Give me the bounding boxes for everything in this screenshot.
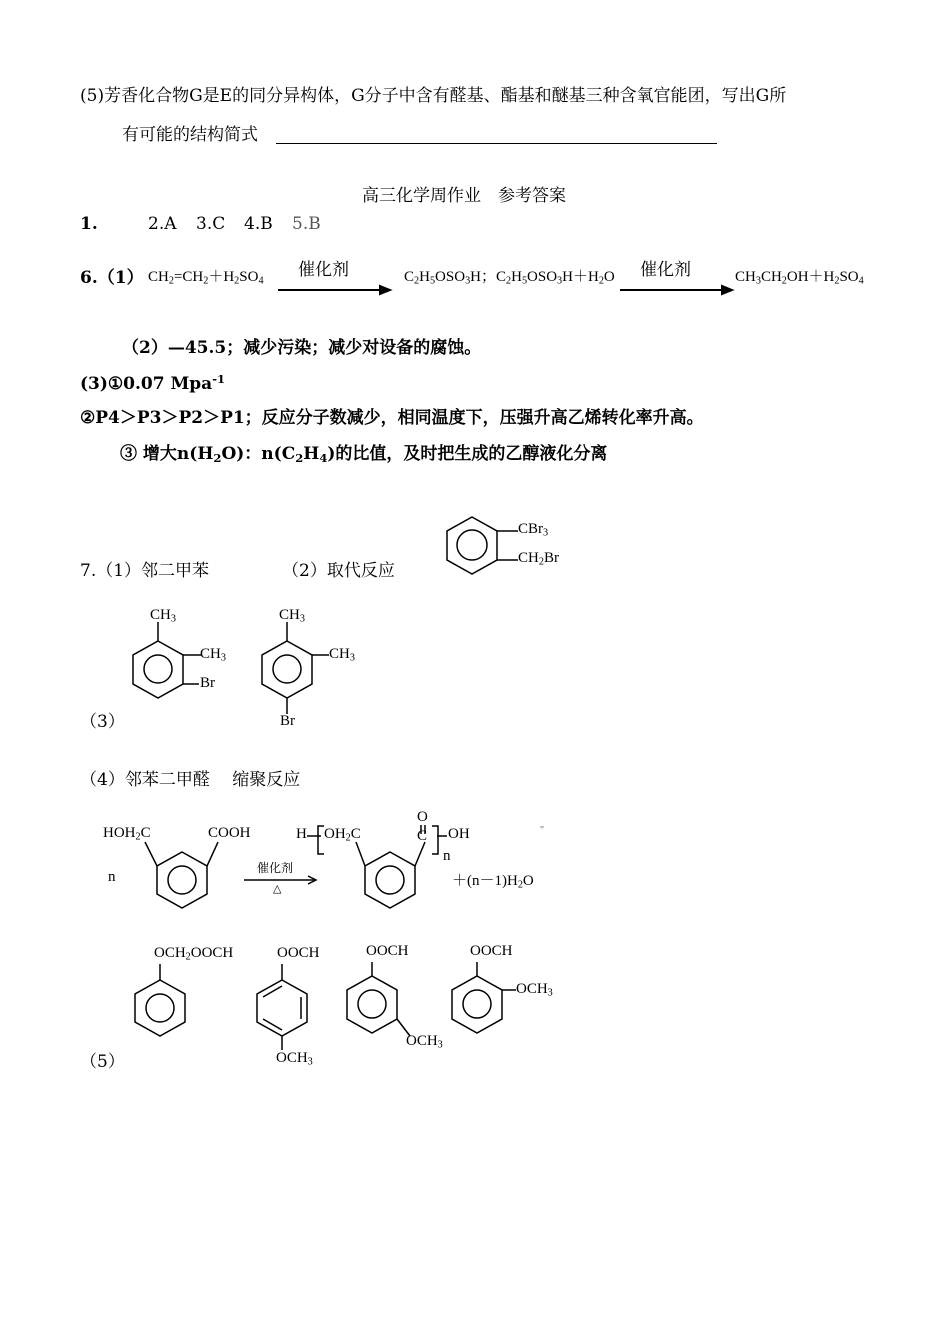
label-och3-g4: $OCH_3$	[516, 981, 553, 999]
label-oh-end: OH	[448, 826, 470, 842]
label-cooh: COOH	[208, 825, 251, 841]
label-ooch-g4: OOCH	[470, 943, 513, 959]
q7-part1: 7.（1）邻二甲苯	[80, 561, 210, 581]
label-c-carbonyl: C	[417, 828, 428, 844]
q6-product-2: $CH_3CH_2OH+H_2SO_4$	[735, 269, 864, 287]
label-ooch-g2: OOCH	[277, 945, 320, 961]
q6-part2: （2）—45.5；减少污染；减少对设备的腐蚀。	[122, 338, 482, 358]
structure-monomer	[145, 842, 218, 908]
label-ooch-g3: OOCH	[366, 943, 409, 959]
label-ch3-b1: $CH_3$	[279, 607, 305, 625]
q6-catalyst-label-1: 催化剂	[298, 260, 349, 280]
label-arrow-catalyst: 催化剂	[257, 861, 294, 875]
label-h-end: H	[296, 826, 307, 842]
q6-part3-a: (3)①0.07 Mpa$^{-1}$	[80, 372, 226, 394]
structure-tribromo-xylene	[447, 517, 518, 574]
label-br-b: Br	[280, 713, 295, 729]
mc-answer-4: 4.B	[244, 214, 273, 234]
mc-answer-5: 5.B	[292, 214, 321, 234]
structure-bromo-xylene-para	[262, 622, 329, 714]
label-n-monomer: n	[108, 869, 116, 885]
structure-bromo-xylene-ortho	[133, 622, 201, 698]
label-o-carbonyl: O	[417, 809, 428, 825]
mc-answer-1: 1.	[80, 214, 98, 234]
structure-g4	[452, 962, 516, 1033]
q6-reactants: $CH_2=CH_2+H_2SO_4$	[148, 269, 264, 287]
label-oh2c: $OH_2C$	[324, 826, 361, 844]
label-och3-g2: $OCH_3$	[276, 1050, 313, 1068]
q7-part2: （2）取代反应	[282, 561, 395, 581]
question-5-line2: 有可能的结构简式	[122, 125, 258, 145]
q7-part4: （4）邻苯二甲醛 缩聚反应	[80, 770, 301, 790]
q7-part3: （3）	[80, 712, 125, 732]
label-ch3-b2: $CH_3$	[329, 646, 355, 664]
label-och2ooch: $OCH_2OOCH$	[154, 945, 234, 963]
label-br-a: Br	[200, 675, 215, 691]
structure-g1	[135, 964, 185, 1036]
mc-answer-2: 2.A	[148, 214, 177, 234]
q6-catalyst-label-2: 催化剂	[640, 260, 691, 280]
structure-g2	[257, 964, 307, 1050]
structure-g3	[347, 962, 410, 1036]
label-och3-g3: $OCH_3$	[406, 1033, 443, 1051]
q6-label: 6.（1）	[80, 268, 144, 288]
question-5-line1: (5)芳香化合物G是E的同分异构体，G分子中含有醛基、酯基和醚基三种含氧官能团，写出G所	[80, 86, 787, 106]
label-ch3-a1: $CH_3$	[150, 607, 176, 625]
label-water: $+(n-1)H_2O$	[452, 873, 534, 891]
label-n-polymer: n	[443, 848, 451, 864]
q6-part3-b: ②P4＞P3＞P2＞P1；反应分子数减少，相同温度下，压强升高乙烯转化率升高。	[80, 408, 704, 428]
q7-part5: （5）	[80, 1052, 125, 1072]
label-hoh2c: $HOH_2C$	[103, 825, 151, 843]
label-ch3-a2: $CH_3$	[200, 646, 226, 664]
answer-title: 高三化学周作业 参考答案	[362, 186, 566, 206]
mc-answer-3: 3.C	[196, 214, 226, 234]
q6-part3-c: ③ 增大$n(H_2O)$：$n(C_2H_4)$的比值，及时把生成的乙醇液化分离	[120, 444, 608, 465]
label-delta: △	[273, 882, 282, 895]
stray-mark: "	[540, 825, 545, 836]
label-cbr3: CBr$_3$	[518, 521, 549, 539]
label-ch2br: $CH_2Br$	[518, 550, 559, 568]
q6-product-1: $C_2H_5OSO_3H$；$C_2H_5OSO_3H+H_2O$	[404, 269, 615, 287]
